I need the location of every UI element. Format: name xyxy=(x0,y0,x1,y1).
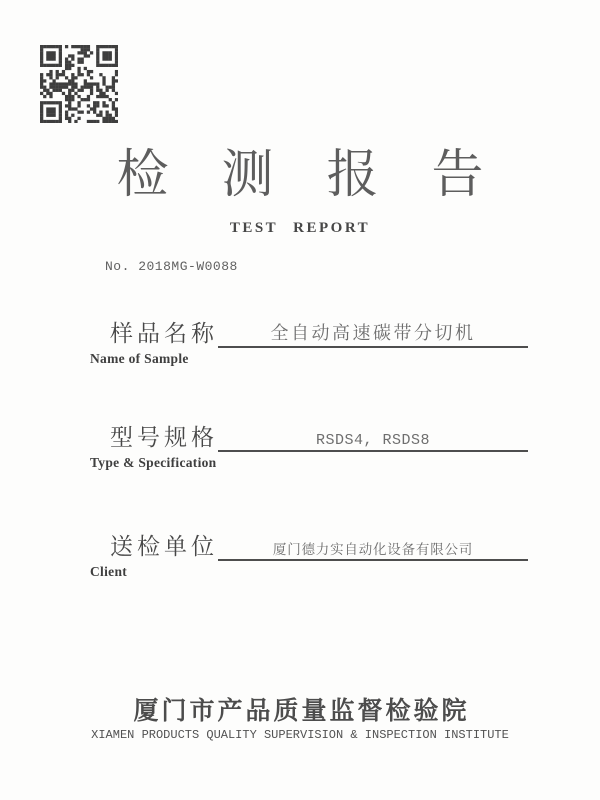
client-underline xyxy=(218,535,528,561)
qr-code-icon xyxy=(40,45,118,123)
type-spec-value: RSDS4, RSDS8 xyxy=(315,432,431,449)
institute-name-en: XIAMEN PRODUCTS QUALITY SUPERVISION & INSPECTION INSTITUTE xyxy=(91,728,509,742)
type-spec-underline xyxy=(218,426,528,452)
sample-name-label-cn: 样品名称 xyxy=(110,321,218,346)
field-type-specification xyxy=(90,424,528,471)
sample-name-label-en: Name of Sample xyxy=(90,351,189,366)
page-title-en: TEST REPORT xyxy=(229,220,371,236)
institute-name-cn: 厦门市产品质量监督检验院 xyxy=(133,698,470,725)
client-label-cn: 送检单位 xyxy=(110,534,218,559)
report-number: No. 2018MG-W0088 xyxy=(105,259,238,274)
type-spec-label-en: Type & Specification xyxy=(90,455,217,470)
field-sample-name xyxy=(90,319,528,367)
sample-name-underline xyxy=(218,319,528,348)
type-spec-label-cn: 型号规格 xyxy=(110,425,218,450)
field-client xyxy=(90,533,528,580)
page-title-cn: 检测报告 xyxy=(116,147,537,204)
client-value: 厦门德力实自动化设备有限公司 xyxy=(272,542,474,557)
client-label-en: Client xyxy=(90,564,128,579)
sample-name-value: 全自动高速碳带分切机 xyxy=(270,323,476,343)
